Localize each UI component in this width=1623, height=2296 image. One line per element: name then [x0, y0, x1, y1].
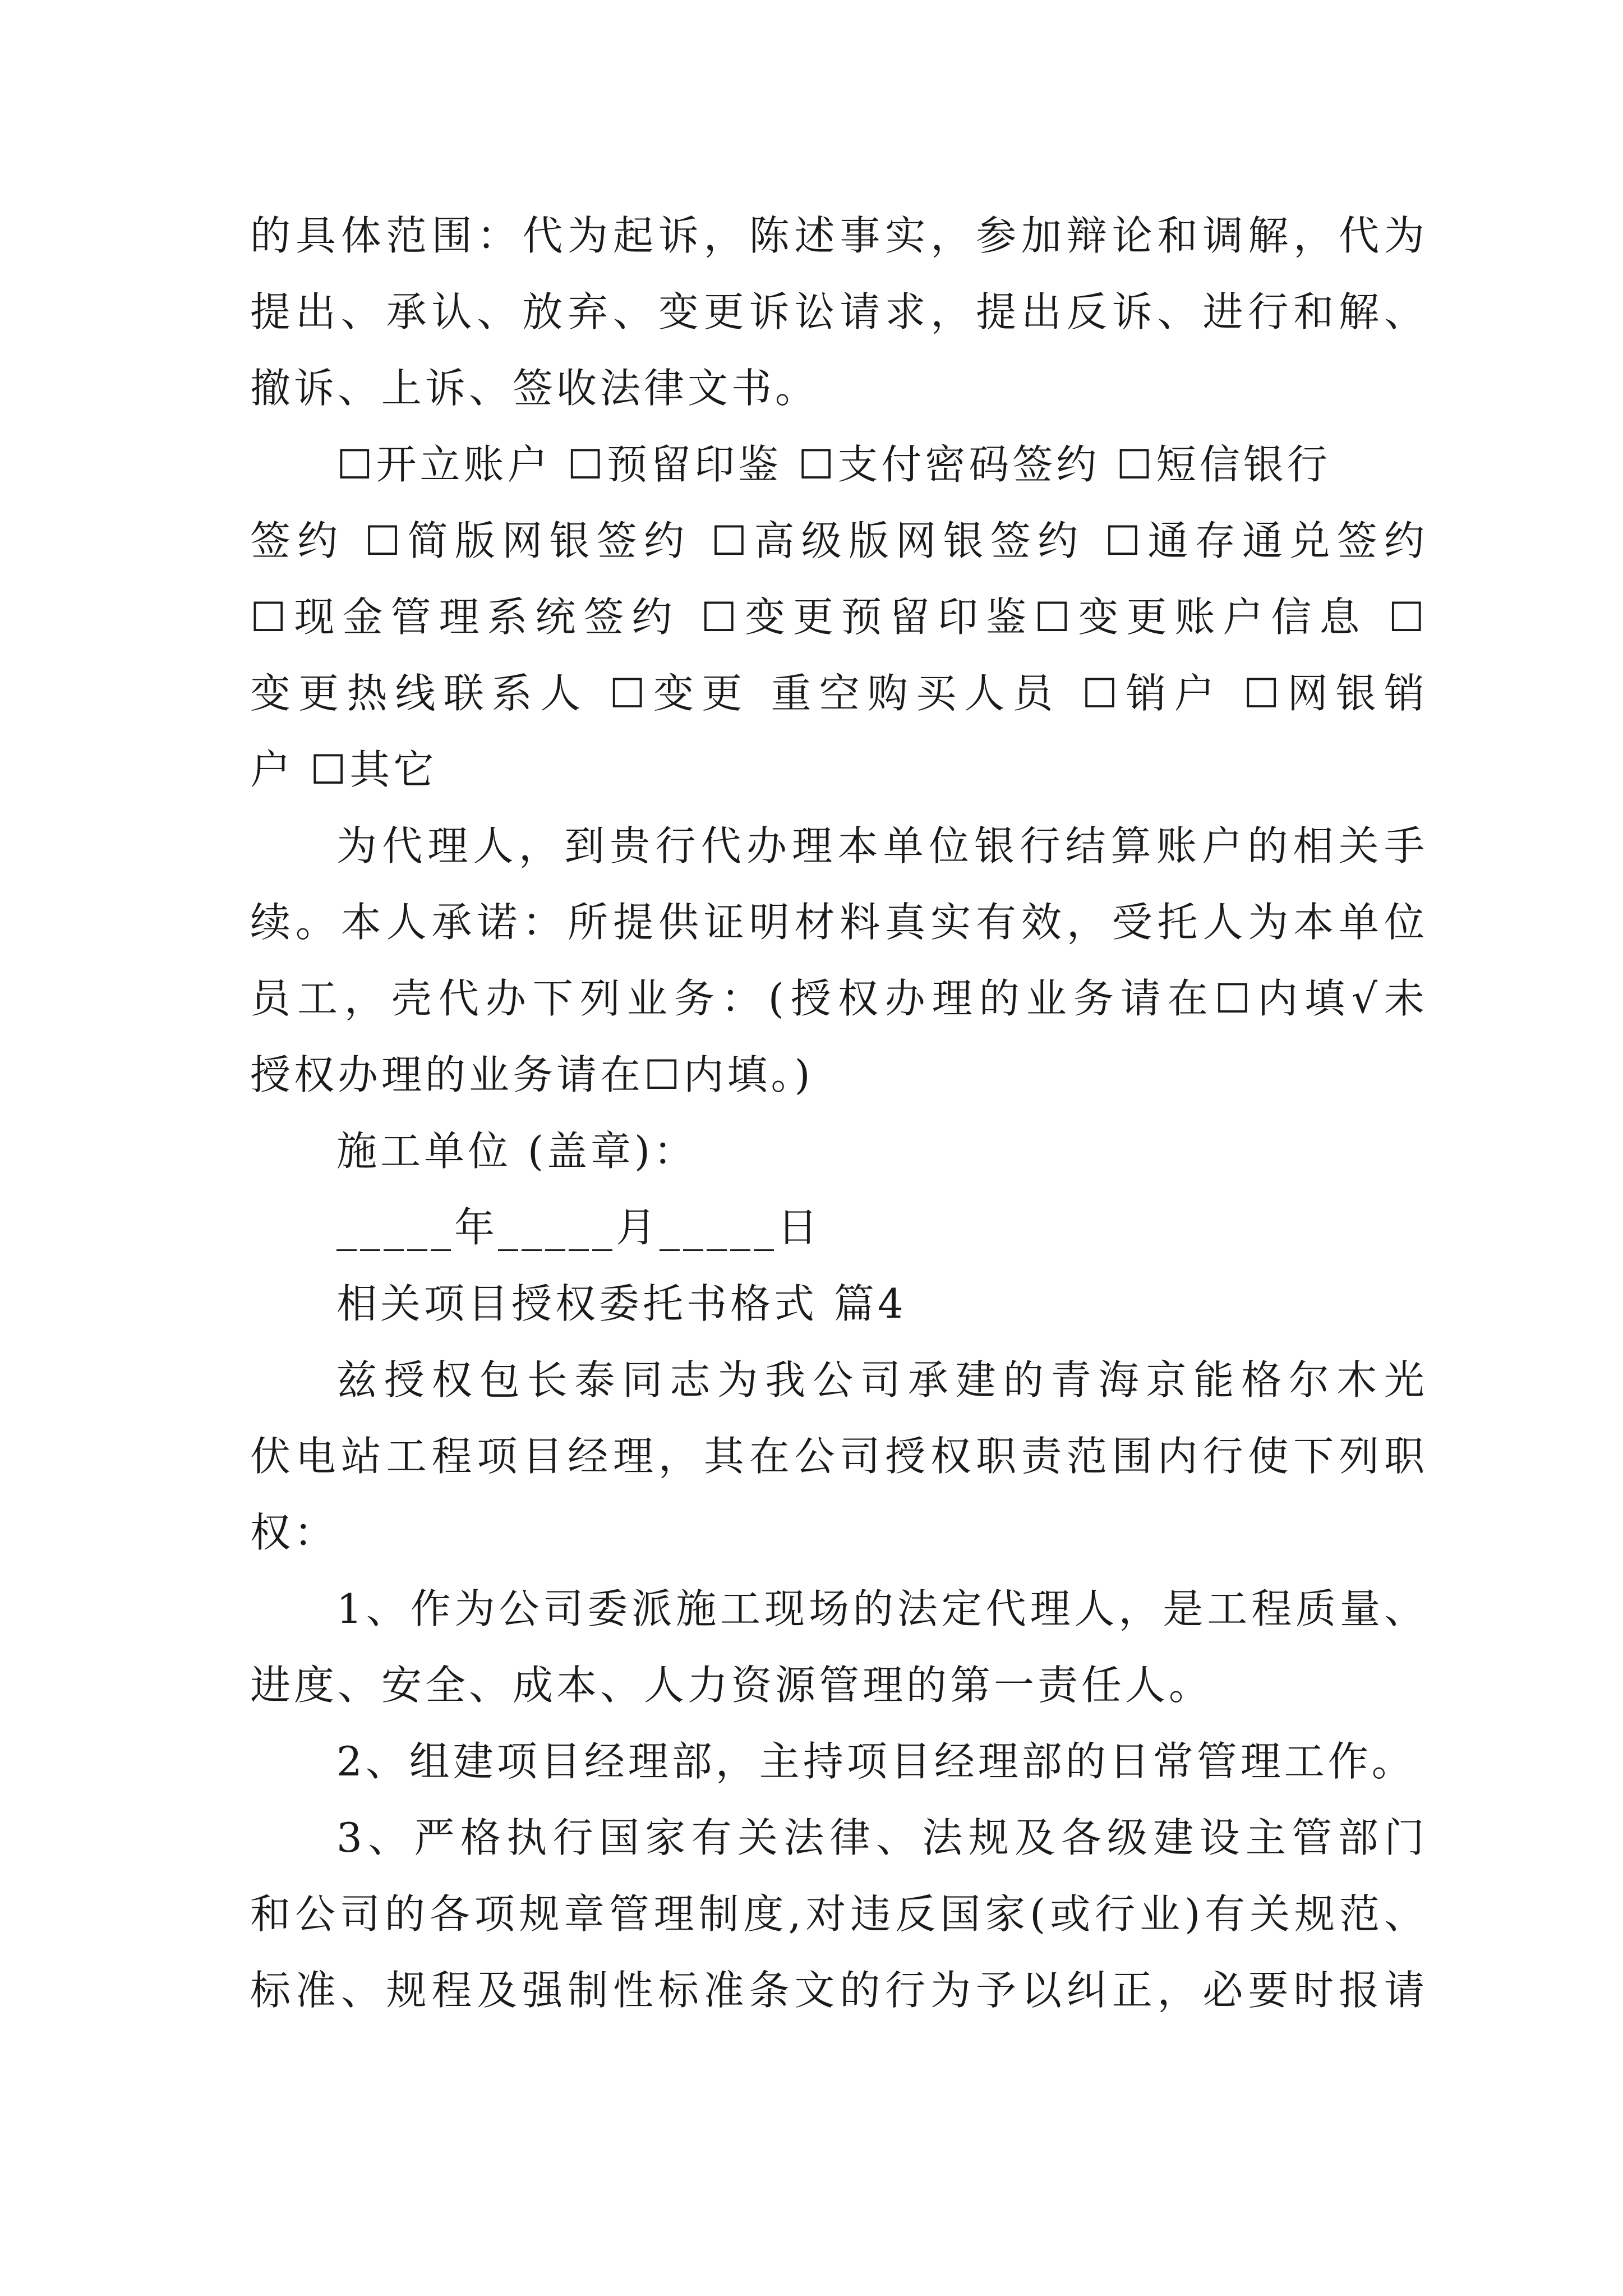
text-line: 续。本人承诺：所提供证明材料真实有效，受托人为本单位 — [250, 899, 1428, 946]
section-heading: 相关项目授权委托书格式 篇4 — [336, 1280, 907, 1327]
checkbox-options-line: ☐开立账户 ☐预留印鉴 ☐支付密码签约 ☐短信银行 — [336, 441, 1331, 488]
text-line: 伏电站工程项目经理，其在公司授权职责范围内行使下列职 — [250, 1433, 1428, 1480]
text-line: 权： — [250, 1509, 338, 1556]
date-line: _____年_____月_____日 — [336, 1204, 822, 1251]
seal-label: 施工单位 (盖章)： — [336, 1128, 698, 1175]
checkbox-options-line: ☐现金管理系统签约 ☐变更预留印鉴☐变更账户信息 ☐ — [250, 593, 1428, 641]
checkbox-options-line: 户 ☐其它 — [250, 746, 437, 793]
text-line: 的具体范围：代为起诉，陈述事实，参加辩论和调解，代为 — [250, 212, 1428, 259]
list-item-continuation: 和公司的各项规章管理制度,对违反国家(或行业)有关规范、 — [250, 1890, 1428, 1938]
text-line: 为代理人，到贵行代办理本单位银行结算账户的相关手 — [336, 822, 1428, 869]
text-line: 员工，壳代办下列业务：(授权办理的业务请在☐内填√未 — [250, 975, 1428, 1022]
checkbox-options-line: 变更热线联系人 ☐变更 重空购买人员 ☐销户 ☐网银销 — [250, 670, 1428, 717]
text-line: 撤诉、上诉、签收法律文书。 — [250, 365, 819, 412]
list-item: 3、严格执行国家有关法律、法规及各级建设主管部门 — [336, 1814, 1428, 1861]
text-line: 提出、承认、放弃、变更诉讼请求，提出反诉、进行和解、 — [250, 288, 1428, 335]
text-line: 兹授权包长泰同志为我公司承建的青海京能格尔木光 — [336, 1356, 1428, 1404]
text-line: 授权办理的业务请在☐内填。) — [250, 1051, 814, 1098]
list-item: 1、作为公司委派施工现场的法定代理人，是工程质量、 — [336, 1585, 1428, 1632]
list-item: 2、组建项目经理部，主持项目经理部的日常管理工作。 — [336, 1738, 1415, 1785]
checkbox-options-line: 签约 ☐简版网银签约 ☐高级版网银签约 ☐通存通兑签约 — [250, 517, 1428, 564]
list-item-continuation: 进度、安全、成本、人力资源管理的第一责任人。 — [250, 1662, 1213, 1709]
list-item-continuation: 标准、规程及强制性标准条文的行为予以纠正，必要时报请 — [250, 1967, 1428, 2014]
